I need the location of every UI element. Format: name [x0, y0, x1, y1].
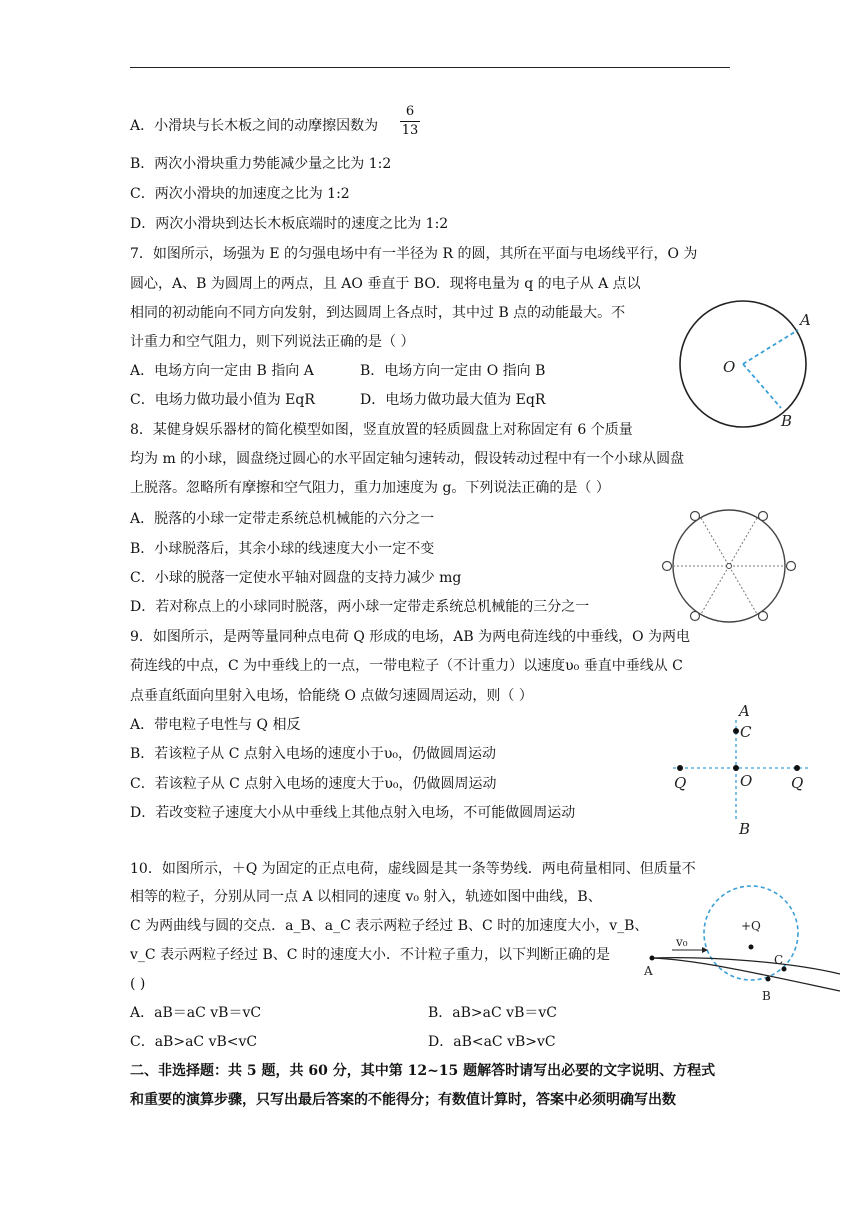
q9-charges-figure [670, 700, 815, 840]
label-b: B [739, 820, 751, 838]
label-c: C [774, 953, 784, 967]
label-b: B [762, 989, 771, 1003]
label-c: C [740, 723, 752, 741]
q8-stem-line: 8．某健身娱乐器材的简化模型如图，竖直放置的轻质圆盘上对称固定有 6 个质量 [130, 422, 633, 438]
q8-option-a: A．脱落的小球一定带走系统总机械能的六分之一 [130, 511, 435, 527]
fraction-denominator: 13 [401, 123, 419, 138]
q9-stem-line: 点垂直纸面向里射入电场，恰能绕 O 点做匀速圆周运动，则（ ） [130, 688, 533, 704]
q7-option-c: C．电场力做功最小值为 EqR [130, 392, 315, 408]
q7-option-d: D．电场力做功最大值为 EqR [360, 392, 546, 408]
label-a: A [800, 311, 811, 329]
q9-option-b: B．若该粒子从 C 点射入电场的速度小于υ₀，仍做圆周运动 [130, 746, 497, 762]
q10-stem-line: 相等的粒子，分别从同一点 A 以相同的速度 v₀ 射入，轨迹如图中曲线，B、 [130, 889, 602, 905]
q9-stem-line: 9．如图所示，是两等量同种点电荷 Q 形成的电场，AB 为两电荷连线的中垂线，O 为两电 [130, 629, 691, 645]
q10-stem-line: 10．如图所示，＋Q 为固定的正点电荷，虚线圆是其一条等势线．两电荷量相同、但质量不 [130, 861, 696, 877]
q7-circle-figure [670, 300, 820, 435]
q6-option-c: C．两次小滑块的加速度之比为 1:2 [130, 186, 350, 202]
q8-stem-line: 均为 m 的小球，圆盘绕过圆心的水平固定轴匀速转动，假设转动过程中有一个小球从圆盘 [130, 451, 685, 467]
q10-option-c: C．aB>aC vB<vC [130, 1034, 258, 1050]
ball [787, 562, 796, 571]
q7-stem-line: 计重力和空气阻力，则下列说法正确的是（ ） [130, 334, 415, 350]
q6-option-d: D．两次小滑块到达长木板底端时的速度之比为 1:2 [130, 216, 449, 232]
q10-stem-line: ( ) [130, 976, 146, 992]
ball [759, 612, 768, 621]
q9-stem-line: 荷连线的中点，C 为中垂线上的一点，一带电粒子（不计重力）以速度υ₀ 垂直中垂线从 C [130, 658, 683, 674]
section2-heading-line: 二、非选择题：共 5 题，共 60 分，其中第 12~15 题解答时请写出必要的文字说明、方程式 [130, 1063, 716, 1079]
q7-stem-line: 圆心，A、B 为圆周上的两点，且 AO 垂直于 BO．现将电量为 q 的电子从 A 点以 [130, 276, 641, 292]
q7-option-a: A．电场方向一定由 B 指向 A [130, 363, 314, 379]
q7-option-b: B．电场方向一定由 O 指向 B [360, 363, 546, 379]
label-a: A [644, 964, 653, 978]
q10-option-b: B．aB>aC vB＝vC [428, 1005, 557, 1021]
ball [691, 512, 700, 521]
q10-stem-line: v_C 表示两粒子经过 B、C 时的速度大小．不计粒子重力，以下判断正确的是 [130, 947, 610, 963]
q8-stem-line: 上脱落。忽略所有摩擦和空气阻力，重力加速度为 g。下列说法正确的是（ ） [130, 480, 610, 496]
fraction-bar [400, 121, 420, 122]
q7-stem-line: 7．如图所示，场强为 E 的匀强电场中有一半径为 R 的圆，其所在平面与电场线平行，O 为 [130, 246, 698, 262]
fraction-6-13 [400, 104, 420, 139]
label-b: B [781, 412, 793, 430]
q8-disk-figure [668, 505, 798, 630]
q9-option-a: A．带电粒子电性与 Q 相反 [130, 717, 301, 733]
q9-option-c: C．若该粒子从 C 点射入电场的速度大于υ₀，仍做圆周运动 [130, 776, 497, 792]
q6-option-b: B．两次小滑块重力势能减少量之比为 1:2 [130, 156, 392, 172]
q8-option-c: C．小球的脱落一定使水平轴对圆盘的支持力减少 mg [130, 570, 462, 586]
q7-stem-line: 相同的初动能向不同方向发射，到达圆周上各点时，其中过 B 点的动能最大。不 [130, 305, 626, 321]
section2-heading-line: 和重要的演算步骤，只写出最后答案的不能得分；有数值计算时，答案中必须明确写出数 [130, 1092, 676, 1108]
label-q-right: Q [791, 774, 804, 792]
q10-option-a: A．aB＝aC vB＝vC [130, 1005, 262, 1021]
q8-option-b: B．小球脱落后，其余小球的线速度大小一定不变 [130, 541, 435, 557]
label-o: O [723, 358, 736, 376]
header-rule [130, 67, 730, 68]
fraction-numerator: 6 [405, 104, 415, 119]
ball [663, 562, 672, 571]
q6-option-a: A．小滑块与长木板之间的动摩擦因数为 [130, 118, 379, 134]
q10-trajectory-figure [640, 880, 845, 1010]
label-v0: v₀ [676, 935, 688, 949]
label-o: O [740, 772, 753, 790]
q10-stem-line: C 为两曲线与圆的交点．a_B、a_C 表示两粒子经过 B、C 时的加速度大小，v_B、 [130, 918, 649, 934]
ball [759, 512, 768, 521]
q8-option-d: D．若对称点上的小球同时脱落，两小球一定带走系统总机械能的三分之一 [130, 599, 590, 615]
label-a: A [739, 702, 750, 720]
ball [691, 612, 700, 621]
label-q-left: Q [674, 774, 687, 792]
q10-option-d: D．aB<aC vB>vC [428, 1034, 556, 1050]
q9-option-d: D．若改变粒子速度大小从中垂线上其他点射入电场，不可能做圆周运动 [130, 805, 576, 821]
label-q: +Q [741, 919, 761, 933]
